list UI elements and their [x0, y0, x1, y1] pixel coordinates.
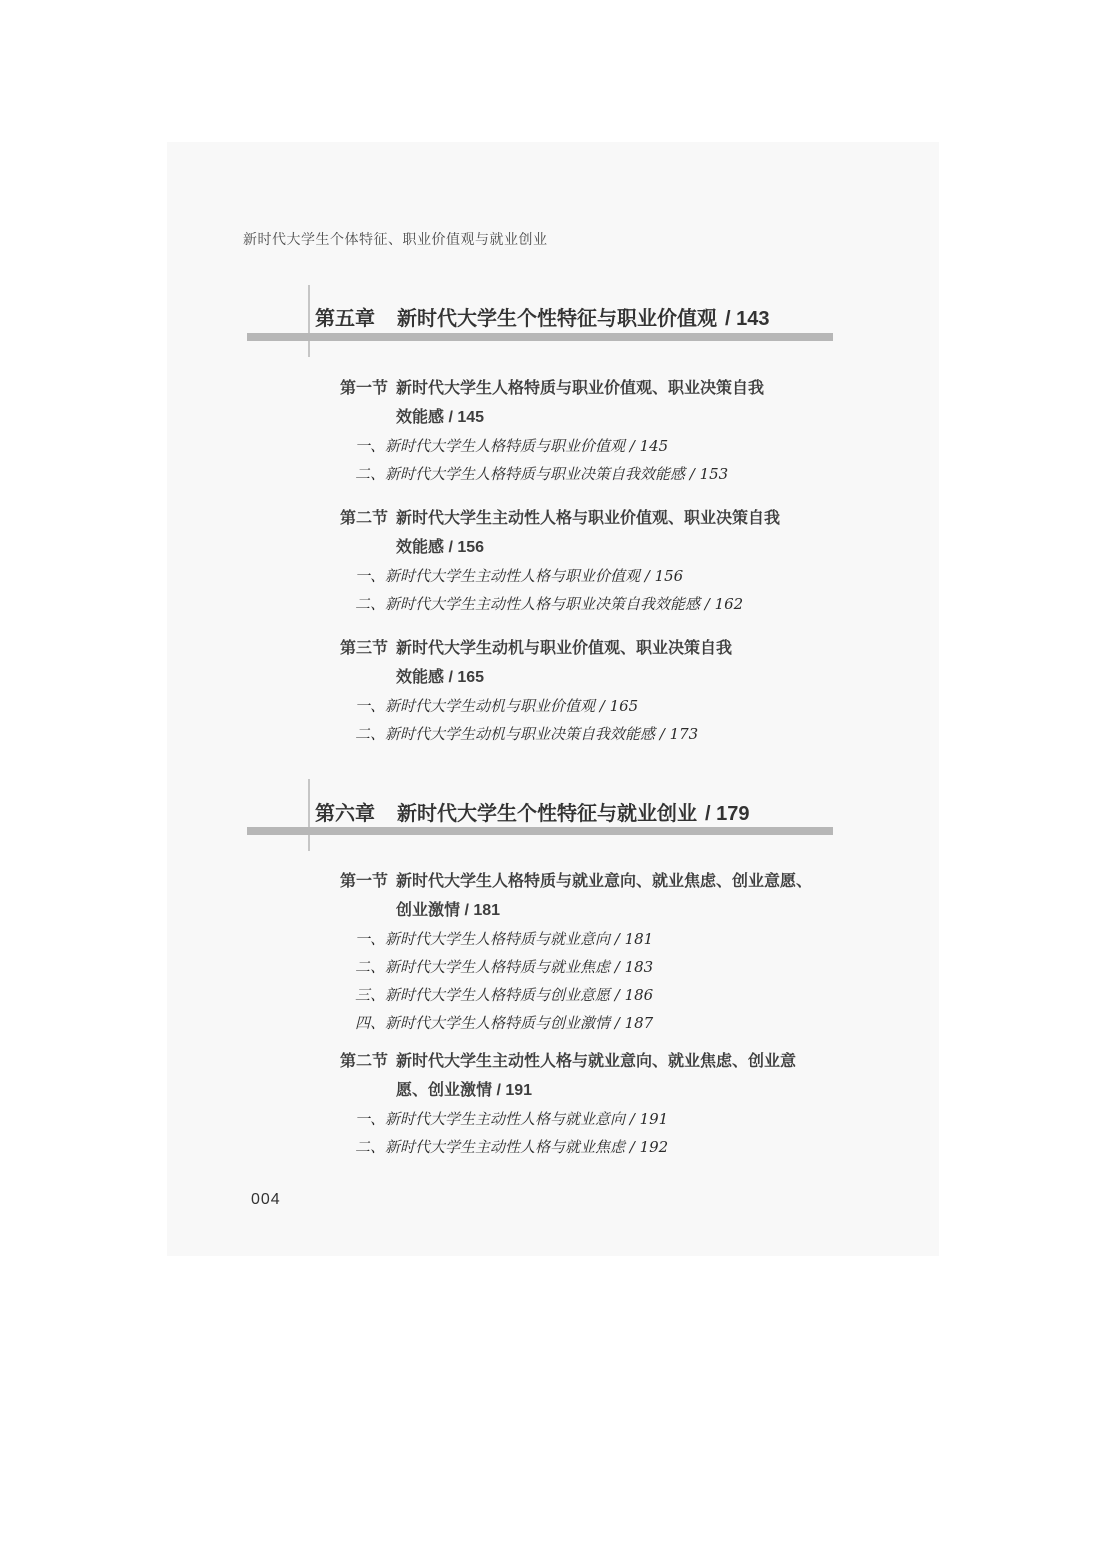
- section-label: 第二节: [340, 1053, 389, 1070]
- section-title: 新时代大学生动机与职业价值观、职业决策自我: [396, 640, 733, 657]
- chapter-6-underline-bar: [247, 827, 833, 835]
- toc-item: 二、新时代大学生人格特质与就业焦虑 / 183: [355, 958, 654, 976]
- section-heading-line2: 效能感 / 156: [396, 539, 485, 556]
- toc-item: 三、新时代大学生人格特质与创业意愿 / 186: [355, 986, 654, 1004]
- toc-item: 一、新时代大学生主动性人格与就业意向 / 191: [355, 1110, 669, 1128]
- section-heading-line2: 创业激情 / 181: [396, 902, 501, 919]
- book-toc-page: [167, 142, 939, 1256]
- chapter-5-page-ref: / 143: [725, 308, 770, 330]
- section-label: 第一节: [340, 873, 389, 890]
- chapter-6-label: 第六章: [315, 803, 375, 825]
- section-items: [355, 432, 900, 488]
- chapter-5-title: 新时代大学生个性特征与职业价值观: [397, 308, 717, 330]
- toc-item: 二、新时代大学生主动性人格与就业焦虑 / 192: [355, 1138, 669, 1156]
- section-heading-line1: [340, 504, 900, 533]
- section-heading-line1: [340, 867, 900, 896]
- toc-item: 一、新时代大学生人格特质与就业意向 / 181: [355, 930, 654, 948]
- section-label: 第二节: [340, 510, 389, 527]
- toc-item: 一、新时代大学生主动性人格与职业价值观 / 156: [355, 567, 684, 585]
- section-items: [355, 925, 900, 1037]
- chapter-6-title: 新时代大学生个性特征与就业创业: [397, 803, 697, 825]
- section-heading-line1: [340, 1047, 900, 1076]
- chapter-5-label: 第五章: [315, 308, 375, 330]
- section-title: 新时代大学生主动性人格与就业意向、就业焦虑、创业意: [396, 1053, 797, 1070]
- section-5-2: [340, 504, 900, 618]
- toc-item: 四、新时代大学生人格特质与创业激情 / 187: [355, 1014, 654, 1032]
- chapter-5-underline-bar: [247, 333, 833, 341]
- section-title: 新时代大学生人格特质与职业价值观、职业决策自我: [396, 380, 765, 397]
- chapter-6-heading: [315, 797, 749, 826]
- section-label: 第一节: [340, 380, 389, 397]
- section-heading-line1: [340, 374, 900, 403]
- section-label: 第三节: [340, 640, 389, 657]
- running-header: 新时代大学生个体特征、职业价值观与就业创业: [243, 231, 548, 247]
- section-5-1: [340, 374, 900, 488]
- section-6-2: [340, 1047, 900, 1161]
- section-title: 新时代大学生主动性人格与职业价值观、职业决策自我: [396, 510, 781, 527]
- toc-item: 一、新时代大学生人格特质与职业价值观 / 145: [355, 437, 669, 455]
- toc-item: 二、新时代大学生动机与职业决策自我效能感 / 173: [355, 725, 699, 743]
- section-heading-line1: [340, 634, 900, 663]
- toc-item: 二、新时代大学生主动性人格与职业决策自我效能感 / 162: [355, 595, 744, 613]
- chapter-5-divider-line: [308, 285, 310, 357]
- section-title: 新时代大学生人格特质与就业意向、就业焦虑、创业意愿、: [396, 873, 813, 890]
- section-5-3: [340, 634, 900, 748]
- chapter-5-heading: [315, 302, 769, 331]
- section-items: [355, 692, 900, 748]
- chapter-6-page-ref: / 179: [705, 803, 750, 825]
- section-items: [355, 562, 900, 618]
- page-number: 004: [251, 1191, 281, 1208]
- section-heading-line2: 效能感 / 145: [396, 409, 485, 426]
- section-heading-line2: 效能感 / 165: [396, 669, 485, 686]
- toc-item: 二、新时代大学生人格特质与职业决策自我效能感 / 153: [355, 465, 729, 483]
- toc-item: 一、新时代大学生动机与职业价值观 / 165: [355, 697, 639, 715]
- section-6-1: [340, 867, 900, 1037]
- section-items: [355, 1105, 900, 1161]
- section-heading-line2: 愿、创业激情 / 191: [396, 1082, 533, 1099]
- chapter-6-divider-line: [308, 779, 310, 851]
